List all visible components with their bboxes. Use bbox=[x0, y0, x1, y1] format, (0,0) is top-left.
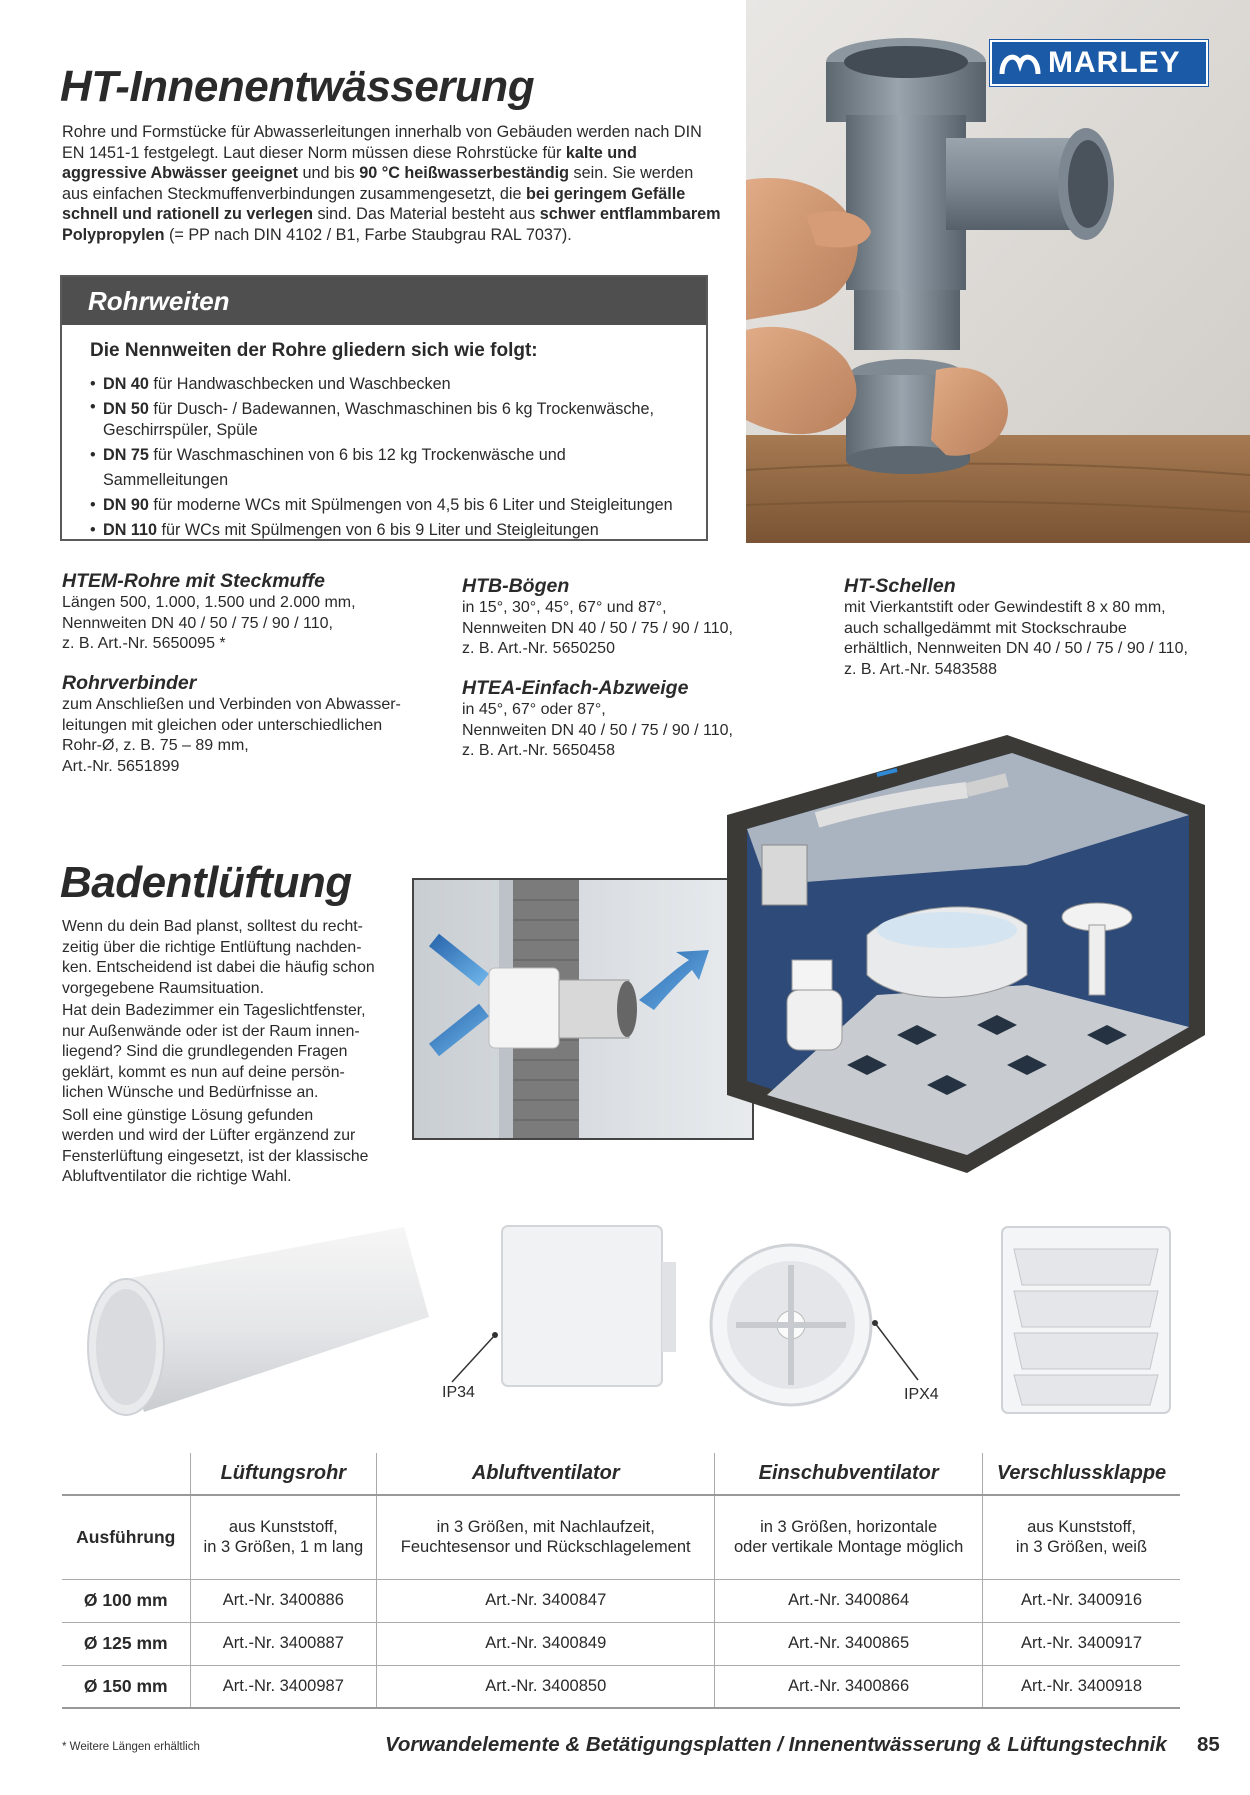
htb-title: HTB-Bögen bbox=[462, 575, 570, 597]
page-number: 85 bbox=[1197, 1733, 1220, 1756]
ventilation-table bbox=[62, 1453, 1180, 1709]
ht-intro-text bbox=[62, 122, 722, 245]
dn-item: • DN 110 für WCs mit Spülmengen von 6 bis 9 Liter und Steigleitungen bbox=[90, 518, 690, 543]
table-cell: Art.-Nr. 3400847 bbox=[377, 1579, 715, 1622]
dn-list bbox=[90, 372, 690, 543]
table-cell: Art.-Nr. 3400916 bbox=[983, 1579, 1181, 1622]
ipx4-pointer-line bbox=[870, 1318, 930, 1388]
dn-item: • DN 75 für Waschmaschinen von 6 bis 12 kg Trockenwäsche und Sammelleitungen bbox=[90, 443, 690, 493]
footer-title: Vorwandelemente & Betätigungsplatten / Innenentwässerung & Lüftungstechnik bbox=[385, 1733, 1167, 1756]
table-cell: in 3 Größen, horizontale oder vertikale Montage möglich bbox=[715, 1495, 983, 1579]
table-cell: Art.-Nr. 3400849 bbox=[377, 1622, 715, 1665]
ht-intro-run: (= PP nach DIN 4102 / B1, Farbe Staubgrau RAL 7037). bbox=[164, 225, 572, 244]
table-header: Lüftungsrohr bbox=[190, 1453, 377, 1495]
row-label: Ø 125 mm bbox=[62, 1622, 190, 1665]
ht-intro-run: sein. Sie werden aus einfachen Steckmuffenverbindungen zusammengesetzt, die bbox=[62, 164, 694, 203]
schellen-desc: mit Vierkantstift oder Gewindestift 8 x 80 mm, auch schallgedämmt mit Stockschraube erhältlich, Nennweiten DN 40 / 50 / 75 / 90 / 110, z. B. Art.-Nr. 5483588 bbox=[844, 599, 1188, 678]
ip34-label: IP34 bbox=[442, 1384, 475, 1401]
htem-title: HTEM-Rohre mit Steckmuffe bbox=[62, 570, 325, 592]
ht-intro-bold: kalte und aggressive Abwässer geeignet bbox=[62, 143, 637, 182]
verschlussklappe-photo bbox=[1000, 1225, 1172, 1415]
marley-logo bbox=[990, 40, 1208, 86]
table-cell: Art.-Nr. 3400850 bbox=[377, 1665, 715, 1708]
htea-title: HTEA-Einfach-Abzweige bbox=[462, 677, 689, 699]
bad-title: Badentlüftung bbox=[60, 858, 352, 907]
dn-item: • DN 50 für Dusch- / Badewannen, Waschmaschinen bis 6 kg Trockenwäsche, Geschirrspüler, Spüle bbox=[90, 397, 690, 443]
rohrverbinder-title: Rohrverbinder bbox=[62, 672, 197, 694]
rohrweiten-intro: Die Nennweiten der Rohre gliedern sich wie folgt: bbox=[90, 340, 538, 361]
table-header-row bbox=[62, 1453, 1180, 1495]
wall-fan-illustration bbox=[412, 878, 754, 1140]
bathroom-illustration bbox=[727, 735, 1205, 1173]
einschubventilator-photo bbox=[706, 1240, 881, 1410]
abluftventilator-photo bbox=[498, 1222, 678, 1412]
dn-item: • DN 40 für Handwaschbecken und Waschbecken bbox=[90, 372, 690, 397]
row-label: Ø 150 mm bbox=[62, 1665, 190, 1708]
marley-logo-text: MARLEY bbox=[1048, 46, 1181, 79]
rohrverbinder-block bbox=[62, 672, 442, 777]
bad-paragraph: Wenn du dein Bad planst, solltest du recht- zeitig über die richtige Entlüftung nachden- ken. Entscheidend ist dabei die häufig schon vorgegebene Raumsituation. bbox=[62, 918, 375, 997]
table-cell: Art.-Nr. 3400918 bbox=[983, 1665, 1181, 1708]
table-row bbox=[62, 1495, 1180, 1579]
schellen-block bbox=[844, 575, 1244, 680]
rohrweiten-title: Rohrweiten bbox=[88, 286, 230, 316]
rohrweiten-box bbox=[60, 275, 708, 541]
htem-desc: Längen 500, 1.000, 1.500 und 2.000 mm, Nennweiten DN 40 / 50 / 75 / 90 / 110, z. B. Art.-Nr. 5650095 * bbox=[62, 594, 356, 652]
table-cell: Art.-Nr. 3400865 bbox=[715, 1622, 983, 1665]
table-header: Einschubventilator bbox=[715, 1453, 983, 1495]
footnote: * Weitere Längen erhältlich bbox=[62, 1741, 200, 1753]
table-cell: aus Kunststoff, in 3 Größen, 1 m lang bbox=[190, 1495, 377, 1579]
table-cell: Art.-Nr. 3400917 bbox=[983, 1622, 1181, 1665]
ipx4-label: IPX4 bbox=[904, 1386, 939, 1403]
table-row bbox=[62, 1579, 1180, 1622]
ip34-pointer-line bbox=[440, 1330, 510, 1390]
ht-intro-bold: 90 °C heißwasserbeständig bbox=[359, 164, 570, 182]
rohrverbinder-desc: zum Anschließen und Verbinden von Abwasser- leitungen mit gleichen oder unterschiedlichen Rohr-Ø, z. B. 75 – 89 mm, Art.-Nr. 5651899 bbox=[62, 696, 401, 775]
bad-text bbox=[62, 917, 422, 1188]
table-cell: Art.-Nr. 3400887 bbox=[190, 1622, 377, 1665]
table-cell: Art.-Nr. 3400987 bbox=[190, 1665, 377, 1708]
row-label: Ausführung bbox=[62, 1495, 190, 1579]
ht-intro-run: Rohre und Formstücke für Abwasserleitungen innerhalb von Gebäuden werden nach DIN EN 1451-1 festgelegt. Laut dieser Norm müssen diese Rohrstücke für bbox=[62, 123, 702, 162]
htea-desc: in 45°, 67° oder 87°, Nennweiten DN 40 / 50 / 75 / 90 / 110, z. B. Art.-Nr. 5650458 bbox=[462, 701, 733, 759]
table-header: Abluftventilator bbox=[377, 1453, 715, 1495]
ht-intro-run: und bis bbox=[298, 164, 360, 182]
ht-intro-run: sind. Das Material besteht aus bbox=[312, 205, 540, 223]
marley-emblem-icon bbox=[998, 48, 1042, 80]
table-header bbox=[62, 1453, 190, 1495]
row-label: Ø 100 mm bbox=[62, 1579, 190, 1622]
table-cell: Art.-Nr. 3400886 bbox=[190, 1579, 377, 1622]
table-row bbox=[62, 1665, 1180, 1708]
table-row bbox=[62, 1622, 1180, 1665]
bad-paragraph: Soll eine günstige Lösung gefunden werden und wird der Lüfter ergänzend zur Fensterlüftung eingesetzt, ist der klassische Abluftventilator die richtige Wahl. bbox=[62, 1106, 369, 1185]
htb-desc: in 15°, 30°, 45°, 67° und 87°, Nennweiten DN 40 / 50 / 75 / 90 / 110, z. B. Art.-Nr. 5650250 bbox=[462, 599, 733, 657]
ht-intro-bold: bei geringem Gefälle schnell und rationell zu verlegen bbox=[62, 184, 686, 223]
table-cell: aus Kunststoff, in 3 Größen, weiß bbox=[983, 1495, 1181, 1579]
table-cell: in 3 Größen, mit Nachlaufzeit, Feuchtesensor und Rückschlagelement bbox=[377, 1495, 715, 1579]
ht-intro-bold: schwer entflammbarem Polypropylen bbox=[62, 205, 721, 244]
ht-title: HT-Innenentwässerung bbox=[60, 62, 535, 111]
table-cell: Art.-Nr. 3400864 bbox=[715, 1579, 983, 1622]
bad-paragraph: Hat dein Badezimmer ein Tageslichtfenster, nur Außenwände oder ist der Raum innen- liegend? Sind die grundlegenden Fragen geklärt, kommt es nun auf deine persön- lichen Wünsche und Bedürfnisse an. bbox=[62, 1002, 366, 1101]
rohrweiten-header bbox=[62, 277, 706, 325]
table-cell: Art.-Nr. 3400866 bbox=[715, 1665, 983, 1708]
htem-block bbox=[62, 570, 442, 655]
table-header: Verschlussklappe bbox=[983, 1453, 1181, 1495]
dn-item: • DN 90 für moderne WCs mit Spülmengen von 4,5 bis 6 Liter und Steigleitungen bbox=[90, 493, 690, 518]
htb-block bbox=[462, 575, 832, 660]
lueftungsrohr-photo bbox=[74, 1222, 444, 1427]
schellen-title: HT-Schellen bbox=[844, 575, 956, 597]
